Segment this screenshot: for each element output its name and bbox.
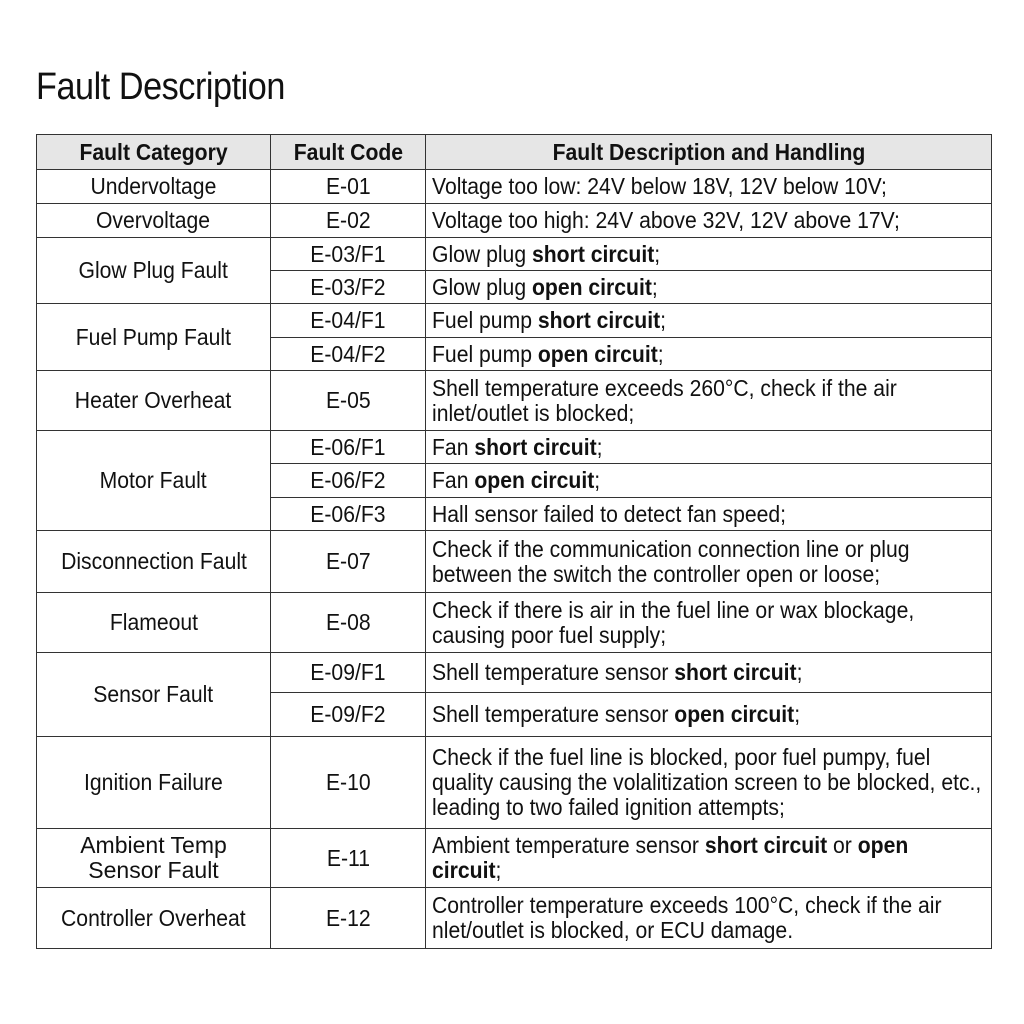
fault-code: E-04/F1 (271, 304, 426, 338)
table-row (37, 371, 992, 431)
table-row (37, 653, 992, 693)
fault-code: E-02 (271, 204, 426, 238)
fault-description: Fan short circuit; (426, 431, 992, 464)
fault-code: E-08 (271, 593, 426, 653)
fault-description: Voltage too high: 24V above 32V, 12V above 17V; (426, 204, 992, 238)
fault-description: Glow plug short circuit; (426, 238, 992, 271)
fault-description: Fuel pump open circuit; (426, 338, 992, 371)
fault-code: E-07 (271, 531, 426, 593)
fault-category: Glow Plug Fault (37, 238, 271, 304)
fault-description: Ambient temperature sensor short circuit or open circuit; (426, 829, 992, 888)
table-header (37, 135, 992, 170)
fault-category: Ambient Temp Sensor Fault (37, 829, 271, 888)
fault-code: E-12 (271, 888, 426, 949)
fault-description: Shell temperature exceeds 260°C, check if the air inlet/outlet is blocked; (426, 371, 992, 431)
header-fault-category: Fault Category (37, 135, 271, 170)
table-row (37, 170, 992, 204)
fault-code: E-06/F2 (271, 464, 426, 498)
fault-description: Glow plug open circuit; (426, 271, 992, 304)
table-row (37, 737, 992, 829)
fault-description: Check if the communication connection line or plug between the switch the controller open or loose; (426, 531, 992, 593)
fault-description: Controller temperature exceeds 100°C, check if the air nlet/outlet is blocked, or ECU damage. (426, 888, 992, 949)
header-fault-code: Fault Code (271, 135, 426, 170)
header-row (37, 135, 992, 170)
table-row (37, 304, 992, 338)
fault-category: Overvoltage (37, 204, 271, 238)
fault-category: Sensor Fault (37, 653, 271, 737)
fault-description: Fan open circuit; (426, 464, 992, 498)
fault-category: Undervoltage (37, 170, 271, 204)
fault-category: Controller Overheat (37, 888, 271, 949)
fault-description: Hall sensor failed to detect fan speed; (426, 498, 992, 531)
fault-category: Ignition Failure (37, 737, 271, 829)
fault-category: Disconnection Fault (37, 531, 271, 593)
fault-code: E-04/F2 (271, 338, 426, 371)
fault-description: Fuel pump short circuit; (426, 304, 992, 338)
fault-code: E-03/F2 (271, 271, 426, 304)
page-title: Fault Description (36, 66, 285, 108)
table-row (37, 829, 992, 888)
fault-category: Heater Overheat (37, 371, 271, 431)
fault-code: E-10 (271, 737, 426, 829)
table-row (37, 888, 992, 949)
table-row (37, 238, 992, 271)
table-row (37, 531, 992, 593)
header-fault-description: Fault Description and Handling (426, 135, 992, 170)
fault-table (36, 134, 992, 949)
table-row (37, 431, 992, 464)
fault-description: Check if the fuel line is blocked, poor fuel pumpy, fuel quality causing the volalitization screen to be blocked, etc., leading to two failed ignition attempts; (426, 737, 992, 829)
fault-code: E-01 (271, 170, 426, 204)
fault-code: E-06/F3 (271, 498, 426, 531)
fault-description: Check if there is air in the fuel line or wax blockage, causing poor fuel supply; (426, 593, 992, 653)
fault-code: E-05 (271, 371, 426, 431)
fault-code: E-09/F2 (271, 693, 426, 737)
table-row (37, 204, 992, 238)
fault-category: Fuel Pump Fault (37, 304, 271, 371)
fault-category: Motor Fault (37, 431, 271, 531)
fault-code: E-06/F1 (271, 431, 426, 464)
fault-description: Shell temperature sensor open circuit; (426, 693, 992, 737)
fault-category: Flameout (37, 593, 271, 653)
fault-description: Voltage too low: 24V below 18V, 12V below 10V; (426, 170, 992, 204)
fault-code: E-03/F1 (271, 238, 426, 271)
fault-code: E-11 (271, 829, 426, 888)
table-row (37, 593, 992, 653)
fault-code: E-09/F1 (271, 653, 426, 693)
fault-description: Shell temperature sensor short circuit; (426, 653, 992, 693)
